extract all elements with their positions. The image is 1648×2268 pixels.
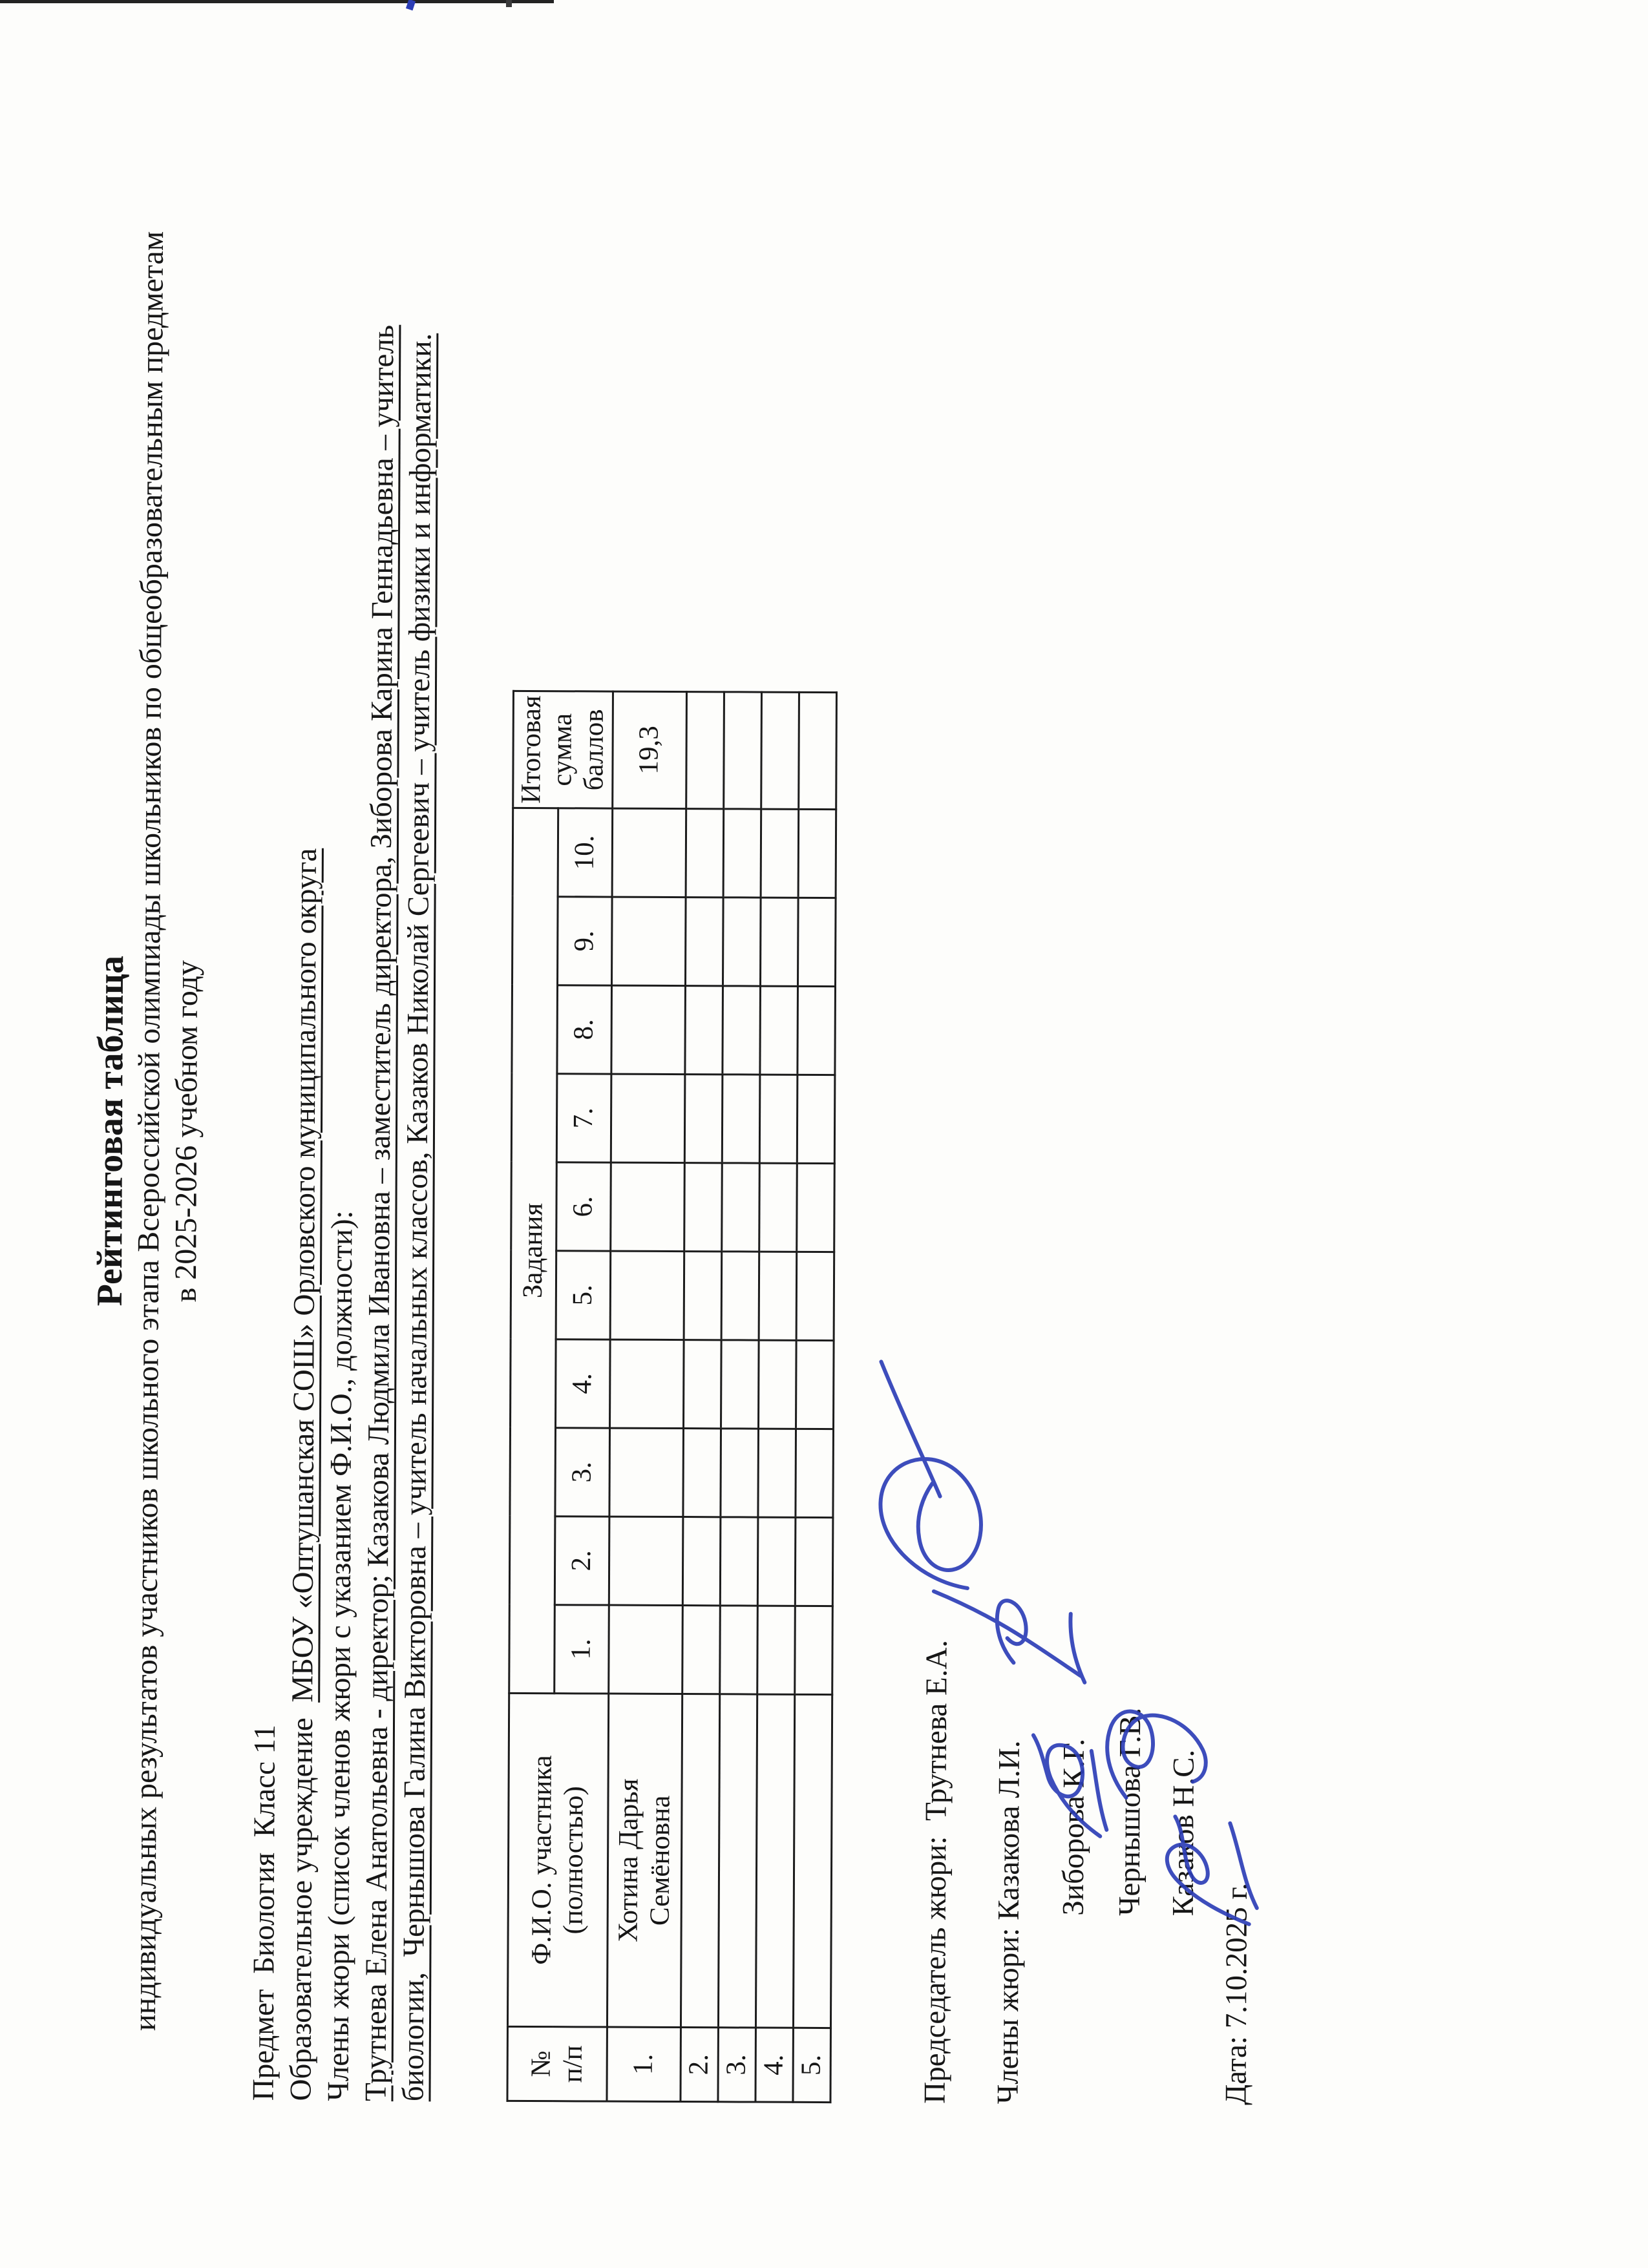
document-header <box>85 0 210 2265</box>
score-cell <box>798 986 836 1075</box>
header-name-cell: Ф.И.О. участника (полностью) <box>507 1693 608 2027</box>
chairman-line <box>916 1640 955 2104</box>
score-cell <box>610 1339 684 1428</box>
signature-trutneva-autograph <box>861 1354 1011 1600</box>
score-cell <box>795 1517 833 1606</box>
table-row <box>755 692 799 2102</box>
score-cell <box>759 1075 798 1163</box>
total-score-cell <box>799 692 837 809</box>
jury-member-line <box>989 1640 1028 2104</box>
score-cell <box>797 1075 835 1163</box>
score-cell <box>759 1340 797 1429</box>
score-cell <box>760 986 798 1075</box>
page-title: Рейтинговая таблица <box>89 955 132 1307</box>
score-cell <box>796 1429 834 1517</box>
score-cell <box>723 809 761 898</box>
signature-chernyshova-autograph <box>1086 1691 1216 1814</box>
jury-list-line-1: Трутнева Елена Анатольевна - директор; Казакова Людмила Ивановна – заместитель директора, Зиборова Карина Геннадьевна – учитель <box>359 324 401 2102</box>
table-row <box>681 692 724 2102</box>
table-row <box>607 691 687 2101</box>
row-number-cell: 1. <box>607 2027 681 2101</box>
score-cell <box>684 1252 722 1340</box>
jury-list-line-2: биологии, Чернышова Галина Викторовна – учитель начальных классов, Казаков Николай Сергеевич – учитель физики и информатики. <box>396 333 438 2102</box>
score-cell <box>685 898 723 986</box>
table-row <box>793 692 837 2102</box>
score-cell <box>611 1162 685 1251</box>
score-cell <box>611 1074 685 1162</box>
score-cell <box>796 1252 834 1340</box>
score-cell <box>611 985 686 1074</box>
row-number-cell: 5. <box>793 2028 831 2102</box>
row-number-cell: 3. <box>718 2028 756 2102</box>
task-number-header: 7. <box>556 1074 611 1162</box>
score-cell <box>609 1517 683 1605</box>
document-info <box>244 324 439 2102</box>
score-cell <box>796 1340 834 1429</box>
score-cell <box>757 1517 796 1606</box>
task-number-header: 8. <box>557 985 612 1074</box>
task-number-header: 9. <box>558 897 613 985</box>
score-cell <box>798 898 836 986</box>
score-cell <box>760 898 798 986</box>
signature-kazakova-autograph <box>922 1571 1097 1701</box>
score-cell <box>797 1163 835 1252</box>
subtitle-line-1: индивидуальных результатов участников школьного этапа Всероссийской олимпиады школьников по общеобразовательным предметам <box>127 231 171 2032</box>
score-cell <box>757 1606 796 1694</box>
score-cell <box>721 1252 759 1340</box>
jury-member-name: Казакова Л.И. <box>991 1740 1026 1920</box>
score-cell <box>682 1606 721 1694</box>
participant-name-cell <box>793 1694 832 2028</box>
score-cell <box>612 897 686 985</box>
participant-name-cell <box>755 1694 794 2028</box>
results-table <box>506 690 838 2103</box>
score-cell <box>759 1163 798 1252</box>
jury-intro-line: Члены жюри (список членов жюри с указанием Ф.И.О., должности): <box>321 1210 359 2101</box>
score-cell <box>609 1428 684 1517</box>
score-cell <box>721 1340 759 1429</box>
score-cell <box>684 1340 722 1429</box>
total-score-cell: 19,3 <box>613 691 687 808</box>
score-cell <box>798 809 836 898</box>
header-total-cell: Итоговая сумма баллов <box>513 691 613 808</box>
task-number-header: 6. <box>556 1162 611 1251</box>
score-cell <box>758 1429 796 1517</box>
jury-member-name: Чернышова Г.В. <box>1112 1707 1148 1916</box>
task-number-header: 3. <box>555 1428 610 1517</box>
table-row <box>718 692 762 2102</box>
score-cell <box>720 1517 758 1606</box>
subtitle-line-2: в 2025-2026 учебном году <box>168 960 205 1303</box>
jury-member-name: Зиборова К.Г. <box>1056 1738 1091 1916</box>
institution-label: Образовательное учреждение <box>284 1702 320 2101</box>
score-cell <box>761 809 799 898</box>
score-cell <box>723 986 761 1075</box>
row-number-cell: 2. <box>681 2028 719 2102</box>
jury-member-name: Казаков Н.С. <box>1166 1749 1201 1916</box>
score-cell <box>684 1163 723 1252</box>
task-number-header: 2. <box>555 1517 609 1605</box>
score-cell <box>723 898 761 986</box>
task-number-header: 10. <box>558 808 613 897</box>
score-cell <box>722 1163 760 1252</box>
total-score-cell <box>724 692 762 809</box>
score-cell <box>612 808 686 897</box>
row-number-cell: 4. <box>755 2028 794 2102</box>
total-score-cell <box>761 692 799 809</box>
chairman-label: Председатель жюри: <box>918 1820 953 2104</box>
task-number-header: 5. <box>556 1251 611 1339</box>
score-cell <box>684 1075 723 1163</box>
score-cell <box>795 1606 833 1694</box>
score-cell <box>759 1252 797 1340</box>
date-line: Дата: 7.10.2025 г. <box>1219 1882 1254 2105</box>
score-cell <box>609 1605 683 1694</box>
header-tasks-cell: Задания <box>509 808 558 1693</box>
total-score-cell <box>686 692 724 809</box>
header-num-cell: № п/п <box>507 2026 607 2101</box>
score-cell <box>720 1606 758 1694</box>
score-cell <box>685 986 723 1075</box>
scan-edge-artifact <box>506 0 512 7</box>
participant-name-cell <box>718 1694 757 2028</box>
task-number-header: 4. <box>556 1339 611 1428</box>
score-cell <box>722 1075 760 1163</box>
score-cell <box>682 1517 721 1606</box>
score-cell <box>683 1429 721 1517</box>
chairman-name: Трутнева Е.А. <box>919 1639 954 1822</box>
task-number-header: 1. <box>555 1605 609 1694</box>
subject-line: Предмет Биология Класс 11 <box>246 1724 282 2101</box>
participant-name-cell <box>681 1694 719 2028</box>
members-label: Члены жюри: <box>991 1920 1026 2105</box>
institution-value: МБОУ «Оптушанская СОШ» Орловского муниципального округа <box>286 848 323 1703</box>
score-cell <box>610 1251 684 1339</box>
signature-kazakov-autograph <box>1146 1807 1269 1944</box>
participant-name-cell: Хотина Дарья Семёновна <box>607 1694 682 2027</box>
scan-edge-artifact <box>0 0 554 3</box>
score-cell <box>721 1429 759 1517</box>
score-cell <box>686 809 724 898</box>
